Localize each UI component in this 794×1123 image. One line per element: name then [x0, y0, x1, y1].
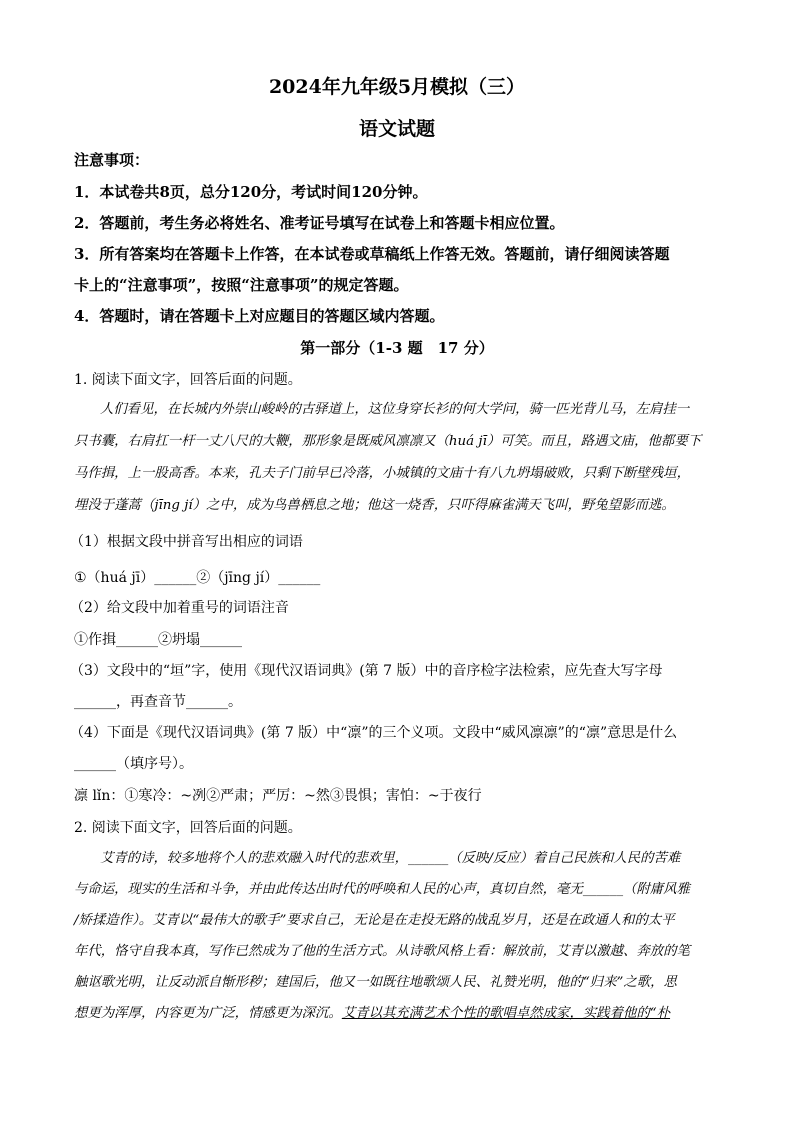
q2-passage-text: 想更为浑厚，内容更为广泛，情感更为深沉。 — [74, 1006, 342, 1021]
q2-passage-line-5: 触讴歌光明，让反动派自惭形秽；建国后，他又一如既往地歌颂人民、礼赞光明，他的“归来”之歌，思 — [74, 975, 677, 990]
q2-passage-line-3: /矫揉造作）。艾青以“最伟大的歌手”要求自己，无论是在走投无路的战乱岁月，还是在政通人和的太平 — [74, 913, 675, 928]
q1-passage-line-1: 人们看见，在长城内外崇山峻岭的古驿道上，这位身穿长衫的何大学问，骑一匹光背儿马，左肩挂一 — [100, 402, 690, 417]
q1-sub4: （4）下面是《现代汉语词典》(第 7 版）中“凛”的三个义项。文段中“威风凛凛”的“凛”意思是什么 — [70, 725, 678, 741]
q1-passage-line-4: 埋没于蓬蒿（jīng jí）之中，成为鸟兽栖息之地；他这一烧香，只吓得麻雀满天飞叫，野兔望影而逃。 — [74, 498, 675, 513]
q1-prompt: 1. 阅读下面文字，回答后面的问题。 — [74, 372, 302, 388]
q1-passage-line-2: 只书囊，右肩扛一杆一丈八尺的大鞭，那形象是既威风凛凛又（huá jī）可笑。而且，路遇文庙，他都要下 — [74, 434, 702, 449]
q2-passage-line-2: 与命运，现实的生活和斗争，并由此传达出时代的呼唤和人民的心声，真切自然，毫无______（附庸风雅 — [74, 882, 690, 897]
q2-passage-line-1: 艾青的诗，较多地将个人的悲欢融入时代的悲欢里，______（反映/反应）着自己民族和人民的苦难 — [100, 851, 681, 866]
exam-subtitle: 语文试题 — [358, 118, 435, 140]
q2-passage-line-6 — [74, 1004, 734, 1024]
q2-underlined-sentence: 艾青以其充满艺术个性的歌唱卓然成家，实践着他的“朴 — [341, 1006, 671, 1021]
q2-prompt: 2. 阅读下面文字，回答后面的问题。 — [74, 820, 302, 836]
part1-heading: 第一部分（1-3 题 17 分） — [300, 339, 494, 357]
q1-sub1-answer: ①（huá jī）______②（jīng jí）______ — [74, 570, 321, 586]
exam-title: 2024年九年级5月模拟（三） — [268, 76, 526, 98]
notice-item-3: 3．所有答案均在答题卡上作答，在本试卷或草稿纸上作答无效。答题前，请仔细阅读答题 — [74, 245, 670, 263]
q1-sub2-answer: ①作揖______②坍塌______ — [74, 632, 242, 648]
notice-heading: 注意事项： — [74, 151, 150, 169]
notice-item-1: 1．本试卷共8页，总分120分，考试时间120分钟。 — [74, 183, 428, 201]
notice-item-3-cont: 卡上的“注意事项”，按照“注意事项”的规定答题。 — [74, 276, 409, 294]
q1-sub3-cont: ______，再查音节______。 — [74, 694, 242, 710]
q1-sub4-definition: 凛 lǐn：①寒冷：~冽②严肃；严厉：~然③畏惧；害怕：~于夜行 — [74, 788, 482, 804]
notice-item-4: 4．答题时，请在答题卡上对应题目的答题区域内答题。 — [74, 307, 445, 325]
q1-sub4-cont: ______（填序号）。 — [74, 756, 193, 772]
notice-item-2: 2．答题前，考生务必将姓名、准考证号填写在试卷上和答题卡相应位置。 — [74, 214, 565, 232]
q1-sub3: （3）文段中的“垣”字，使用《现代汉语词典》(第 7 版）中的音序检字法检索，应先查大写字母 — [70, 663, 663, 679]
q1-sub1: （1）根据文段中拼音写出相应的词语 — [70, 534, 303, 550]
q2-passage-line-4: 年代，恪守自我本真，写作已然成为了他的生活方式。从诗歌风格上看：解放前，艾青以激越、奔放的笔 — [74, 944, 690, 959]
q1-sub2: （2）给文段中加着重号的词语注音 — [70, 600, 289, 616]
q1-passage-line-3: 马作揖，上一股高香。本来，孔夫子门前早已冷落，小城镇的文庙十有八九坍塌破败，只剩下断壁残垣， — [74, 466, 690, 481]
